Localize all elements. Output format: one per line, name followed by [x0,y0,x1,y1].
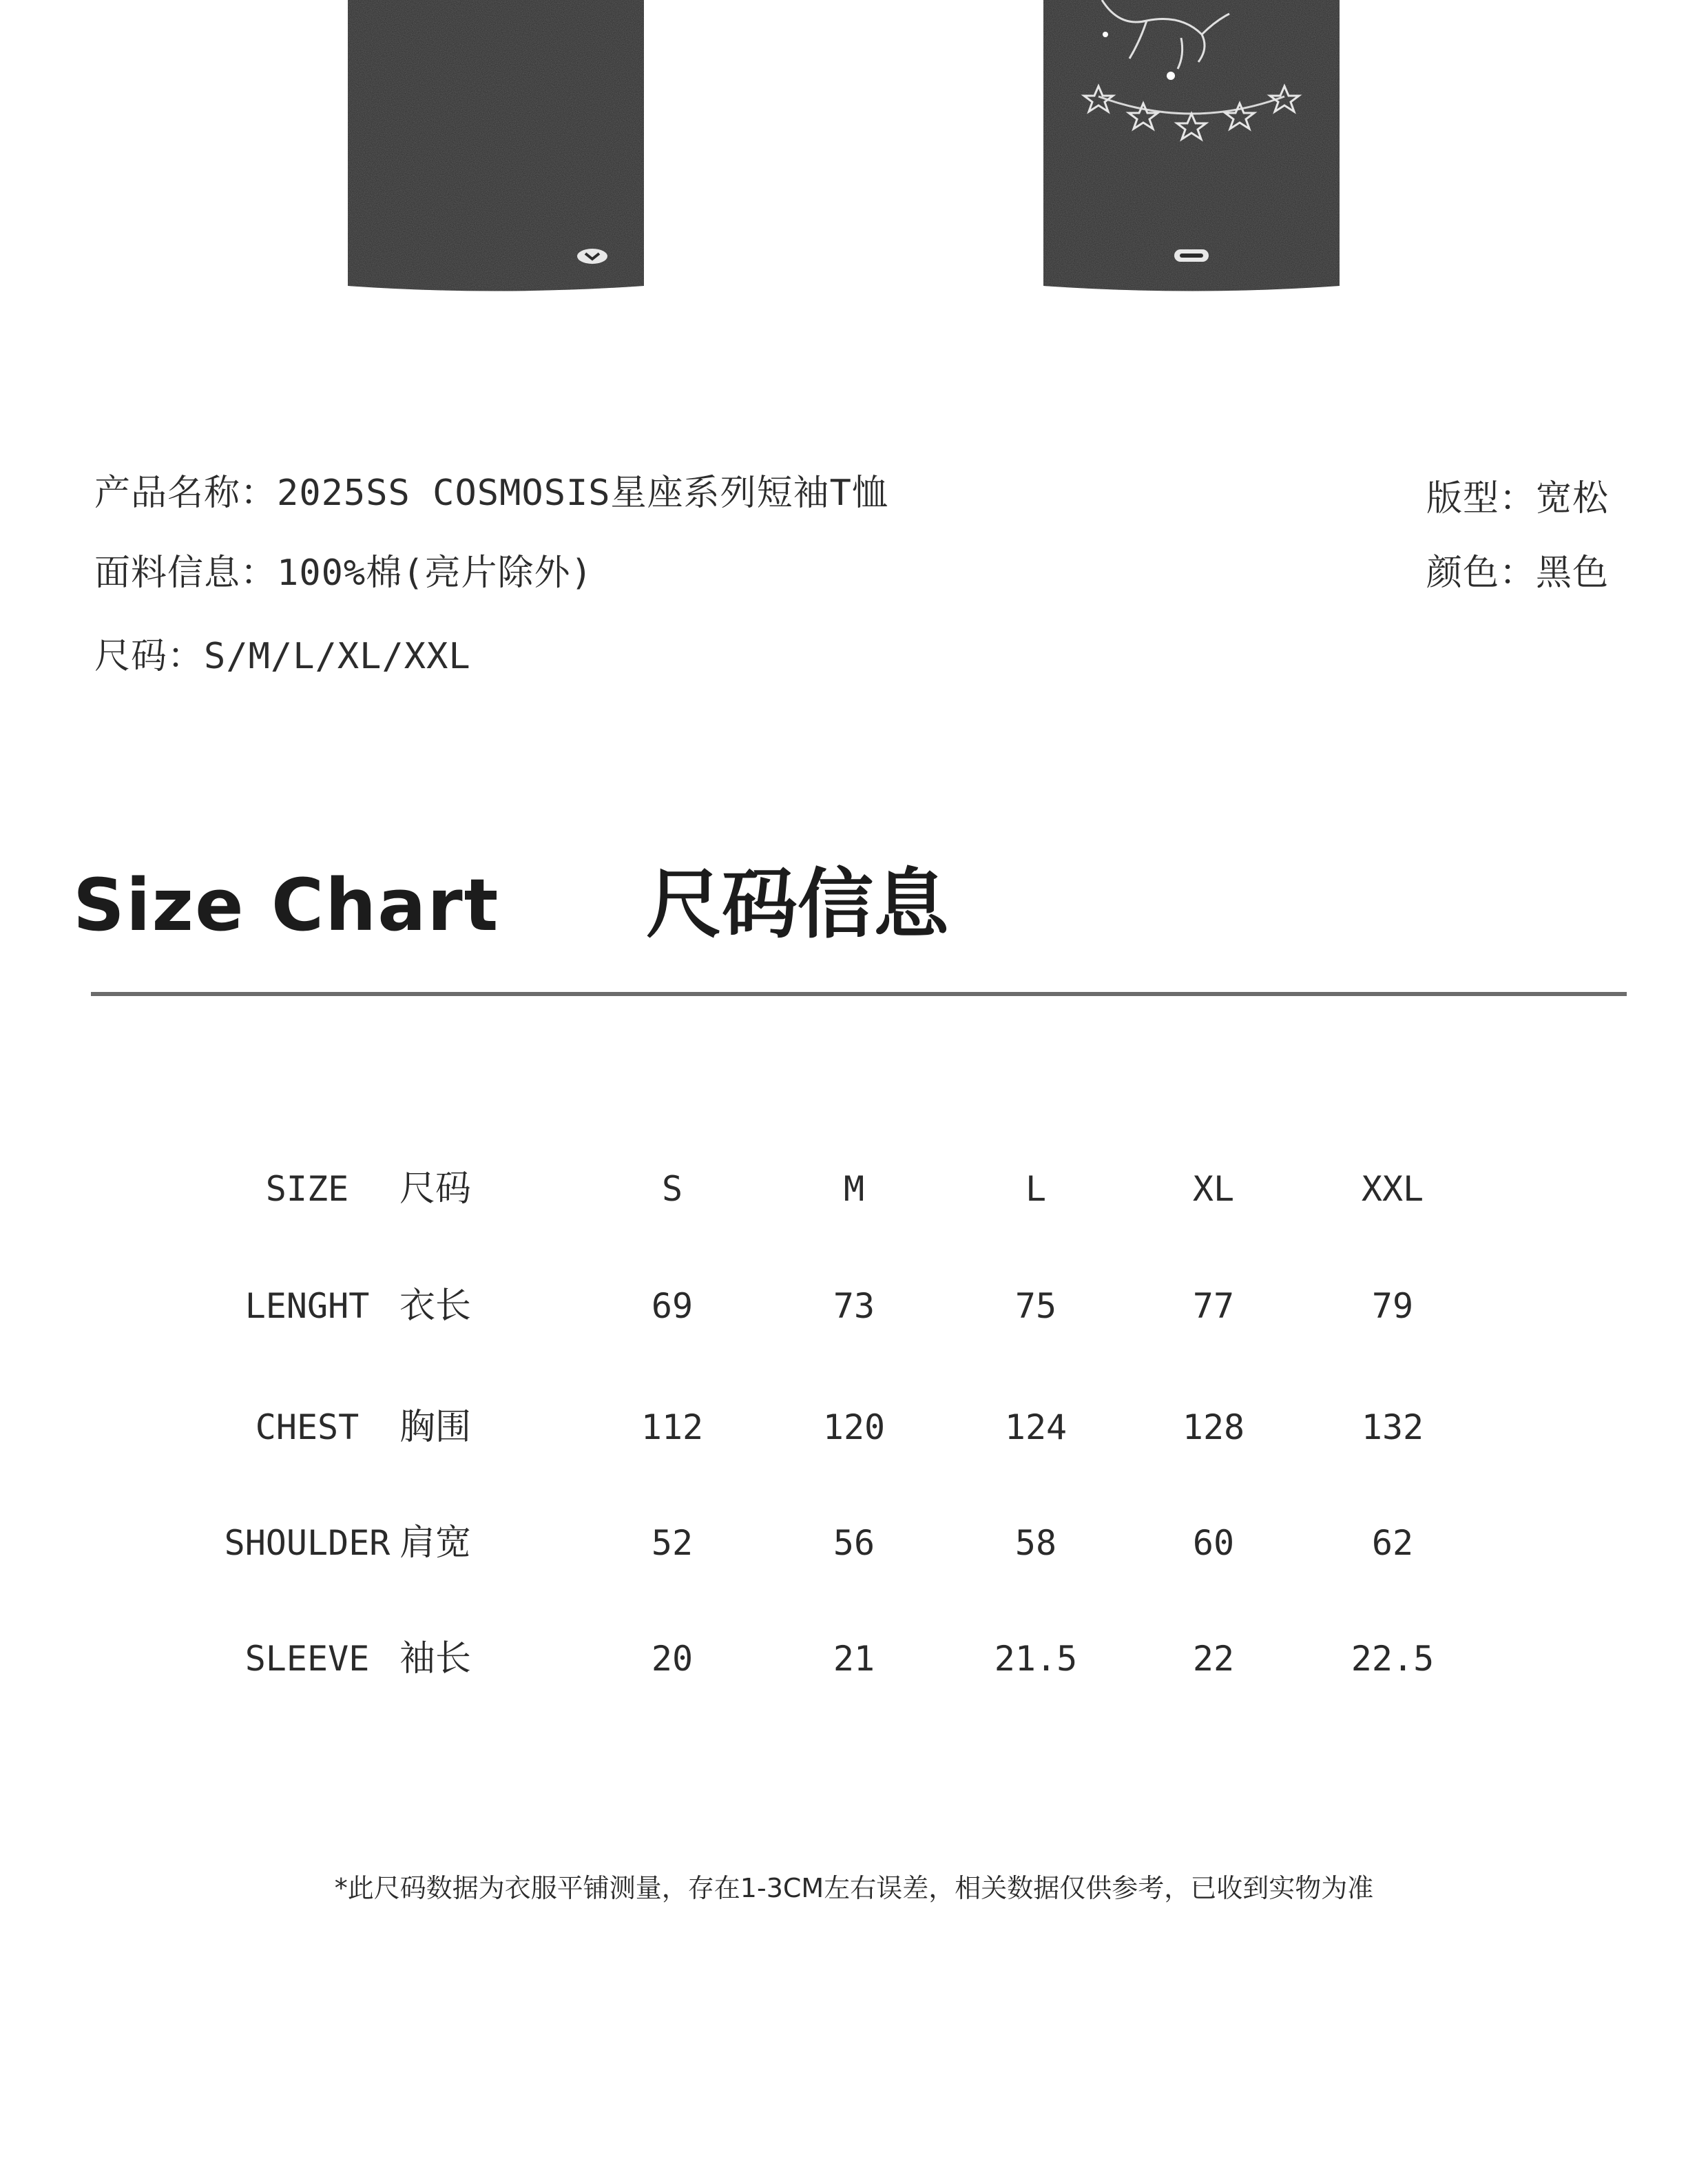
measurement-cell: 73 [833,1286,875,1326]
measurement-cell: 75 [1014,1286,1057,1326]
measurement-cell: 77 [1192,1286,1235,1326]
row-label-cn: 胸围 [399,1407,472,1448]
measurement-cell: 112 [640,1407,704,1447]
product-fabric-value: 100%棉(亮片除外) [277,552,593,594]
measurement-cell: 21 [833,1639,875,1679]
measurement-cell: 52 [651,1523,694,1563]
product-sizes-label: 尺码： [94,636,205,677]
tshirt-front-image [348,0,644,317]
measurement-cell: 60 [1192,1523,1235,1563]
row-label-en: SHOULDER [224,1523,390,1563]
size-column-header: M [843,1169,865,1209]
header-label-cn: 尺码 [399,1168,472,1210]
product-color [1426,552,1609,594]
product-fabric [94,552,593,594]
measurement-cell: 69 [651,1286,694,1326]
row-label-cn: 衣长 [399,1285,472,1327]
row-label-cn: 肩宽 [399,1522,472,1564]
measurement-cell: 56 [833,1523,875,1563]
measurement-cell: 124 [1004,1407,1068,1447]
size-column-header: S [661,1169,683,1209]
row-label-en: LENGHT [244,1286,370,1326]
row-label-cn: 袖长 [399,1638,472,1679]
size-chart-title-en: Size Chart [73,863,500,947]
product-name-value: 2025SS COSMOSIS星座系列短袖T恤 [277,473,888,514]
product-color-value: 黑色 [1535,552,1609,594]
product-fit-value: 宽松 [1535,478,1609,519]
measurement-cell: 79 [1371,1286,1414,1326]
measurement-cell: 128 [1182,1407,1245,1447]
measurement-cell: 132 [1361,1407,1424,1447]
measurement-cell: 22 [1192,1639,1235,1679]
row-label-en: CHEST [255,1407,360,1447]
size-column-header: XL [1192,1169,1235,1209]
product-color-label: 颜色： [1426,552,1536,594]
product-fit-label: 版型： [1426,478,1536,519]
measurement-cell: 22.5 [1351,1639,1435,1679]
header-label-en: SIZE [265,1169,349,1209]
product-fabric-label: 面料信息： [94,552,278,594]
measurement-cell: 62 [1371,1523,1414,1563]
product-name-label: 产品名称： [94,473,278,514]
measurement-cell: 20 [651,1639,694,1679]
measurement-footnote: *此尺码数据为衣服平铺测量，存在1-3CM左右误差，相关数据仅供参考，已收到实物为准 [334,1873,1374,1903]
product-fit [1426,478,1609,519]
product-sizes [94,636,471,677]
measurement-cell: 58 [1014,1523,1057,1563]
size-column-header: XXL [1361,1169,1424,1209]
heading-divider [91,992,1627,996]
size-chart-title-cn: 尺码信息 [646,860,949,949]
measurement-cell: 120 [822,1407,886,1447]
size-column-header: L [1025,1169,1047,1209]
product-sizes-value: S/M/L/XL/XXL [204,636,471,677]
row-label-en: SLEEVE [244,1639,370,1679]
measurement-cell: 21.5 [994,1639,1078,1679]
product-name [94,473,888,514]
tshirt-back-image [1043,0,1340,317]
